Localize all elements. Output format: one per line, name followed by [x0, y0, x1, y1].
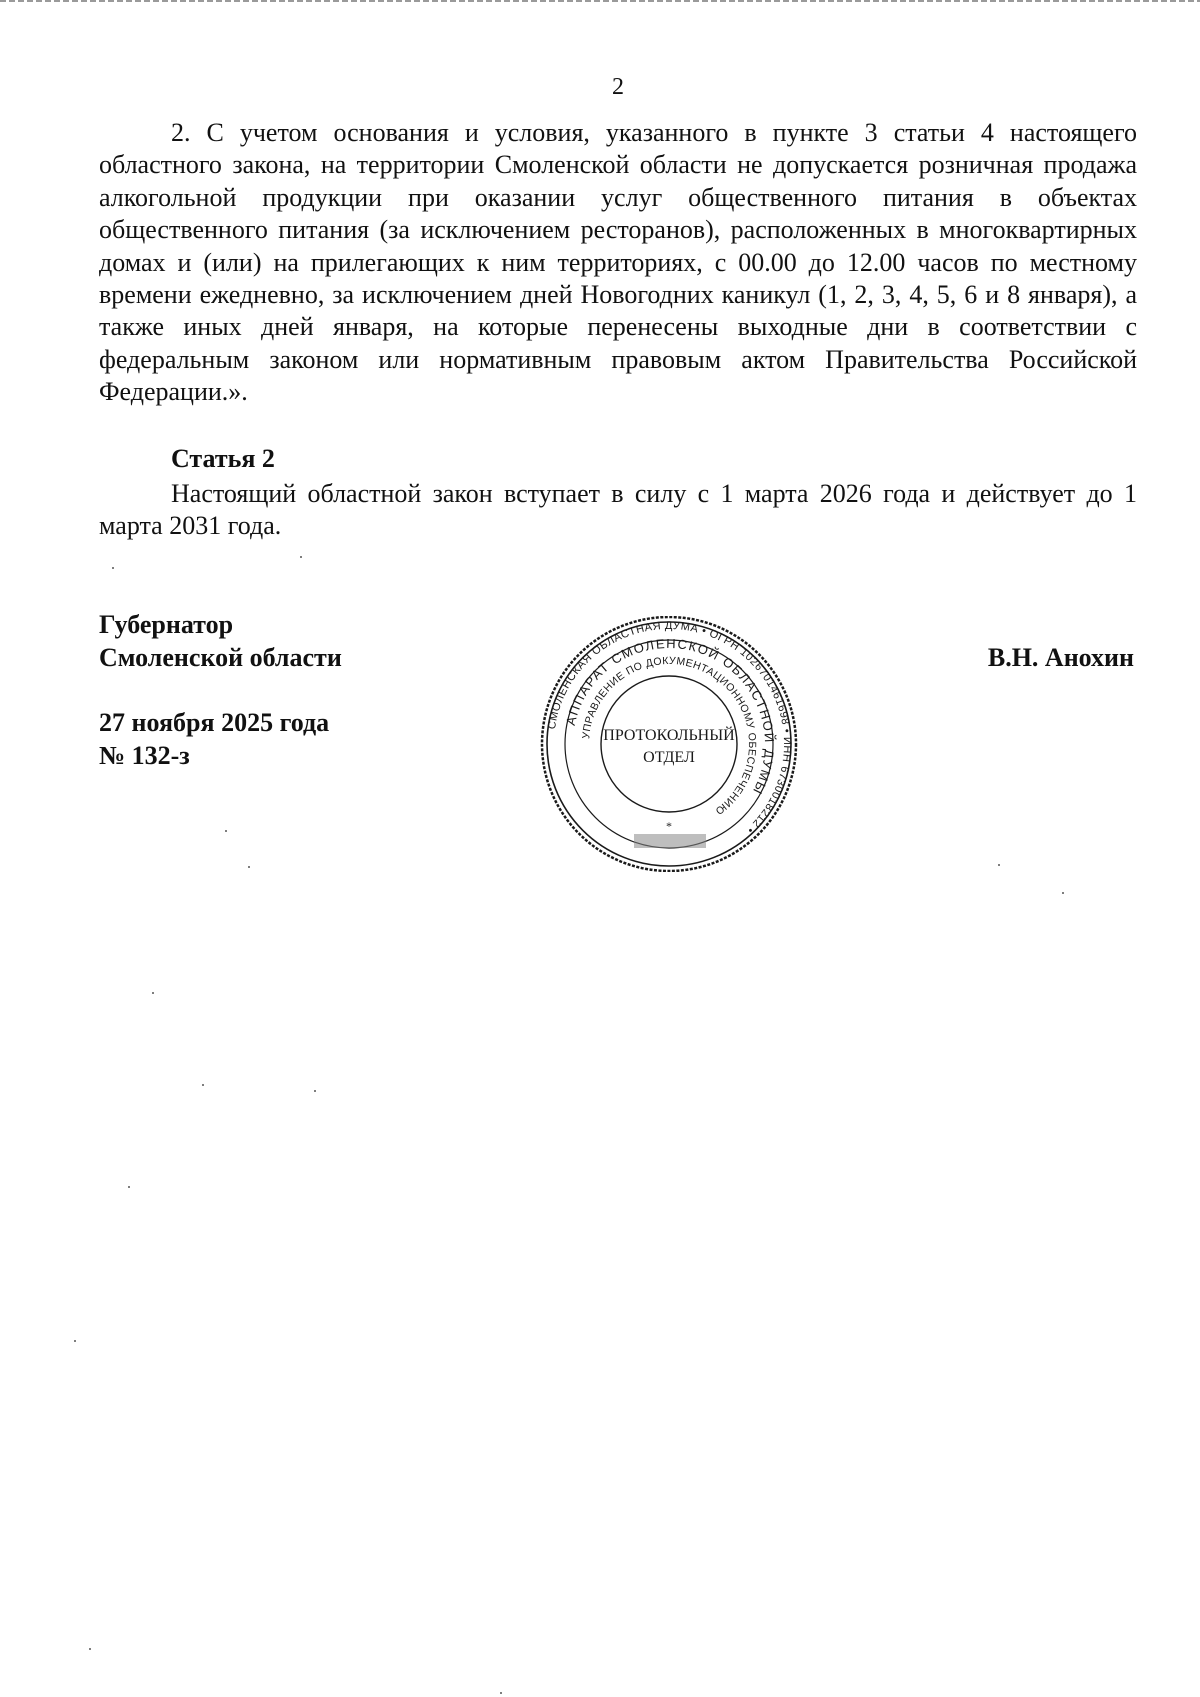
- law-date: 27 ноября 2025 года: [99, 708, 330, 737]
- seal-smudge: [634, 834, 706, 848]
- seal-outer-text: СМОЛЕНСКАЯ ОБЛАСТНАЯ ДУМА • ОГРН 1026701461698 • ИНН 6730018212 •: [545, 619, 794, 836]
- seal-center-ring: [601, 676, 737, 812]
- governor-title-line1: Губернатор: [99, 610, 234, 639]
- scan-speck: [314, 1090, 316, 1092]
- seal-center-line2: ОТДЕЛ: [643, 749, 695, 766]
- governor-title-line2: Смоленской области: [99, 643, 342, 672]
- scan-speck: [225, 830, 227, 832]
- paragraph-2-text: 2. С учетом основания и условия, указанного в пункте 3 статьи 4 настоящего областного закона, на территории Смоленской области не допускается розничная продажа алкогольной продукции при оказании услуг общественного питания в объектах общественного питания (за исключением ресторанов), расположенных в многоквартирных домах и (или) на прилегающих к ним территориях, с 00.00 до 12.00 часов по местному времени ежедневно, за исключением дней Новогодних каникул (1, 2, 3, 4, 5, 6 и 8 января), а также иных дней января, на которые перенесены выходные дни в соответствии с федеральным законом или нормативным правовым актом Правительства Российской Федерации.».: [99, 118, 1137, 407]
- scan-speck: [128, 1186, 130, 1188]
- scan-speck: [74, 1340, 76, 1342]
- scan-speck: [1062, 892, 1064, 894]
- seal-inner-text: УПРАВЛЕНИЕ ПО ДОКУМЕНТАЦИОННОМУ ОБЕСПЕЧЕНИЮ: [580, 654, 759, 818]
- article-heading: Статья 2: [171, 444, 275, 473]
- law-number: № 132-з: [99, 741, 190, 770]
- seal-center-line1: ПРОТОКОЛЬНЫЙ: [603, 727, 735, 744]
- article-2-text: Настоящий областной закон вступает в силу с 1 марта 2026 года и действует до 1 марта 2031 года.: [99, 479, 1137, 541]
- main-paragraph: [99, 117, 1137, 409]
- scan-speck: [248, 866, 250, 868]
- scan-speck: [998, 864, 1000, 866]
- article-paragraph: [99, 478, 1137, 543]
- seal-star-icon: *: [666, 819, 672, 833]
- scan-speck: [89, 1648, 91, 1650]
- official-seal-stamp: [538, 616, 800, 872]
- scan-speck: [202, 1084, 204, 1086]
- scan-speck: [500, 1692, 502, 1694]
- scan-speck: [152, 992, 154, 994]
- scan-speck: [112, 567, 114, 569]
- scan-top-edge: [0, 0, 1200, 2]
- scan-speck: [300, 556, 302, 558]
- seal-middle-text: АППАРАТ СМОЛЕНСКОЙ ОБЛАСТНОЙ ДУМЫ: [562, 635, 778, 798]
- governor-name: В.Н. Анохин: [987, 643, 1134, 672]
- page-number: 2: [612, 74, 624, 100]
